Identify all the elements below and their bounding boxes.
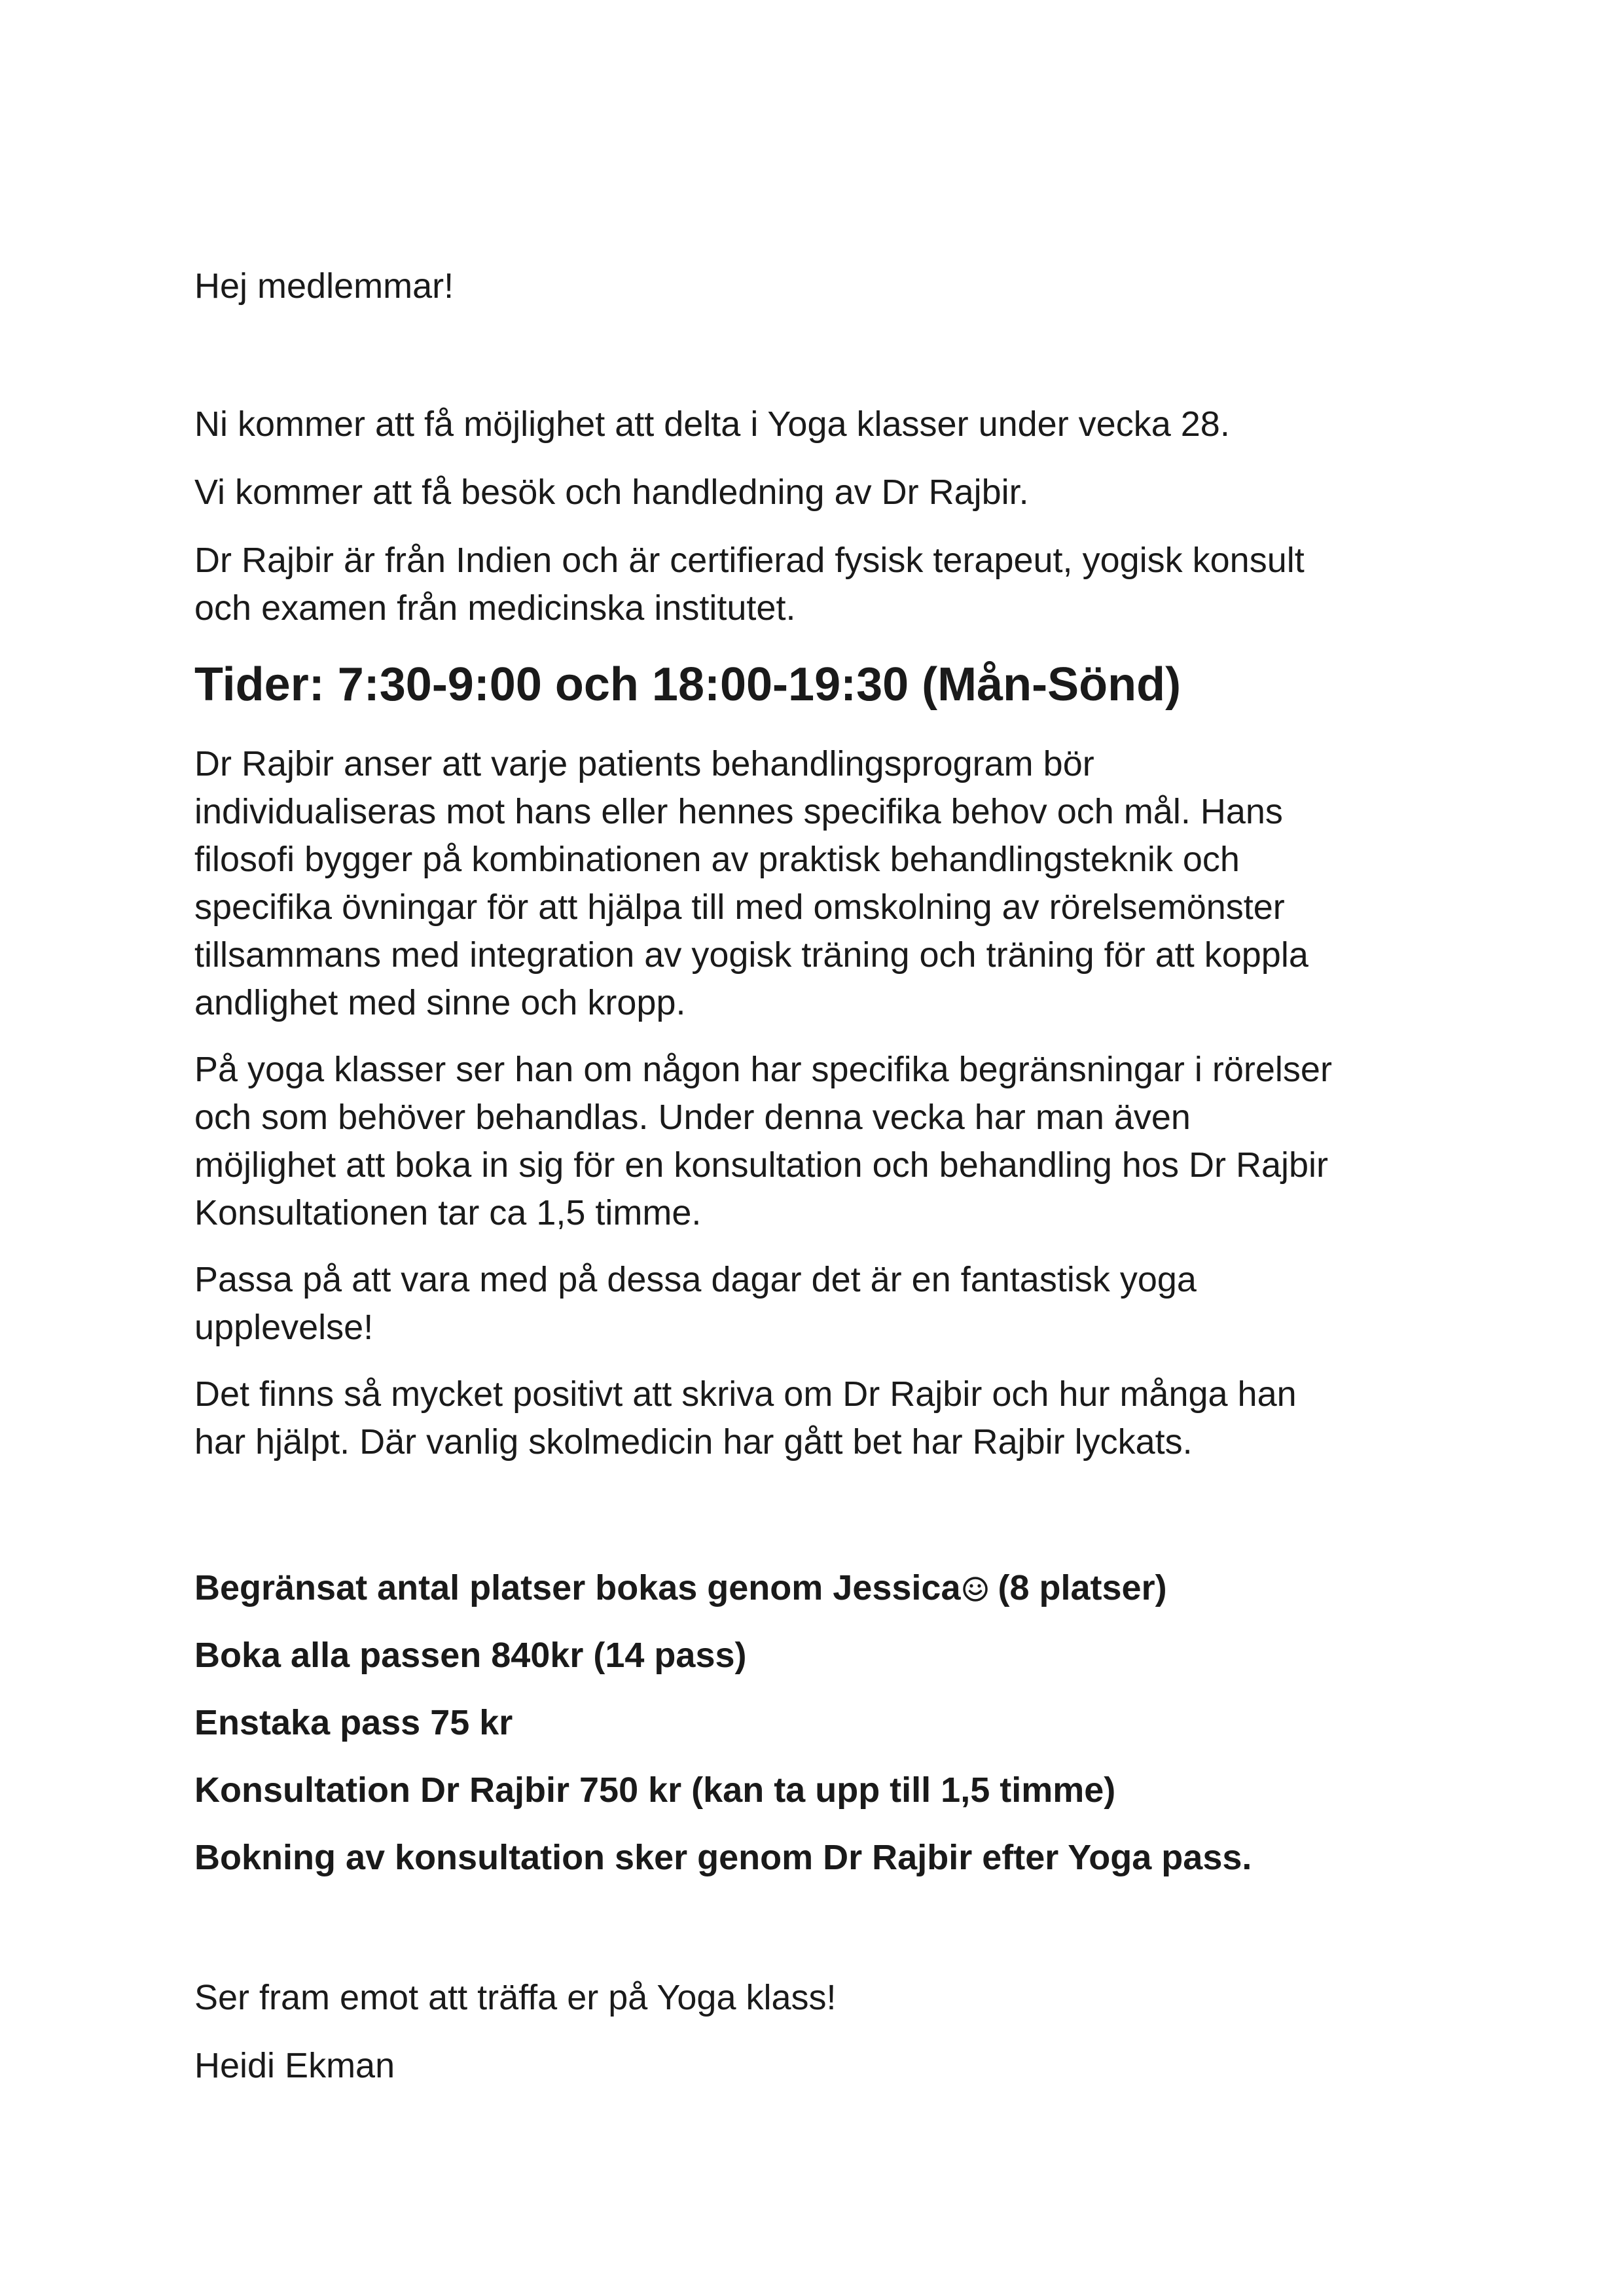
times-heading: Tider: 7:30-9:00 och 18:00-19:30 (Mån-Sönd): [194, 658, 1182, 711]
limited-seats-line: [194, 1564, 1458, 1612]
praise-line: har hjälpt. Där vanlig skolmedicin har gått bet har Rajbir lyckats.: [194, 1422, 1193, 1462]
consultation-price: Konsultation Dr Rajbir 750 kr (kan ta upp till 1,5 timme): [194, 1770, 1116, 1810]
reminder-line: Passa på att vara med på dessa dagar det är en fantastisk yoga: [194, 1260, 1197, 1299]
limited-seats-count: (8 platser): [988, 1568, 1167, 1607]
intro-line-credentials: Dr Rajbir är från Indien och är certifierad fysisk terapeut, yogisk konsult: [194, 541, 1305, 580]
intro-line-credentials-cont: och examen från medicinska institutet.: [194, 588, 796, 628]
greeting: Hej medlemmar!: [194, 266, 454, 306]
smiley-face-icon: [962, 1576, 988, 1602]
closing-line: Ser fram emot att träffa er på Yoga klass!: [194, 1978, 837, 2017]
philosophy-line: andlighet med sinne och kropp.: [194, 983, 686, 1022]
signature: Heidi Ekman: [194, 2046, 395, 2085]
philosophy-line: specifika övningar för att hjälpa till med omskolning av rörelsemönster: [194, 888, 1285, 927]
consultation-booking-note: Bokning av konsultation sker genom Dr Rajbir efter Yoga pass.: [194, 1838, 1252, 1877]
classes-line: och som behöver behandlas. Under denna vecka har man även: [194, 1098, 1191, 1137]
single-session-price: Enstaka pass 75 kr: [194, 1703, 513, 1742]
classes-line: möjlighet att boka in sig för en konsultation och behandling hos Dr Rajbir: [194, 1145, 1329, 1185]
classes-line: På yoga klasser ser han om någon har specifika begränsningar i rörelser: [194, 1050, 1332, 1089]
intro-line-week: Ni kommer att få möjlighet att delta i Yoga klasser under vecka 28.: [194, 404, 1230, 444]
praise-line: Det finns så mycket positivt att skriva om Dr Rajbir och hur många han: [194, 1374, 1297, 1414]
classes-line: Konsultationen tar ca 1,5 timme.: [194, 1193, 702, 1232]
philosophy-line: tillsammans med integration av yogisk träning och träning för att koppla: [194, 935, 1308, 975]
reminder-line: upplevelse!: [194, 1308, 374, 1347]
limited-seats-text: Begränsat antal platser bokas genom Jessica: [194, 1568, 961, 1607]
philosophy-line: individualiseras mot hans eller hennes specifika behov och mål. Hans: [194, 792, 1283, 831]
philosophy-line: filosofi bygger på kombinationen av praktisk behandlingsteknik och: [194, 840, 1240, 879]
intro-line-visit: Vi kommer att få besök och handledning av Dr Rajbir.: [194, 473, 1029, 512]
philosophy-line: Dr Rajbir anser att varje patients behandlingsprogram bör: [194, 744, 1094, 783]
all-sessions-price: Boka alla passen 840kr (14 pass): [194, 1636, 747, 1675]
